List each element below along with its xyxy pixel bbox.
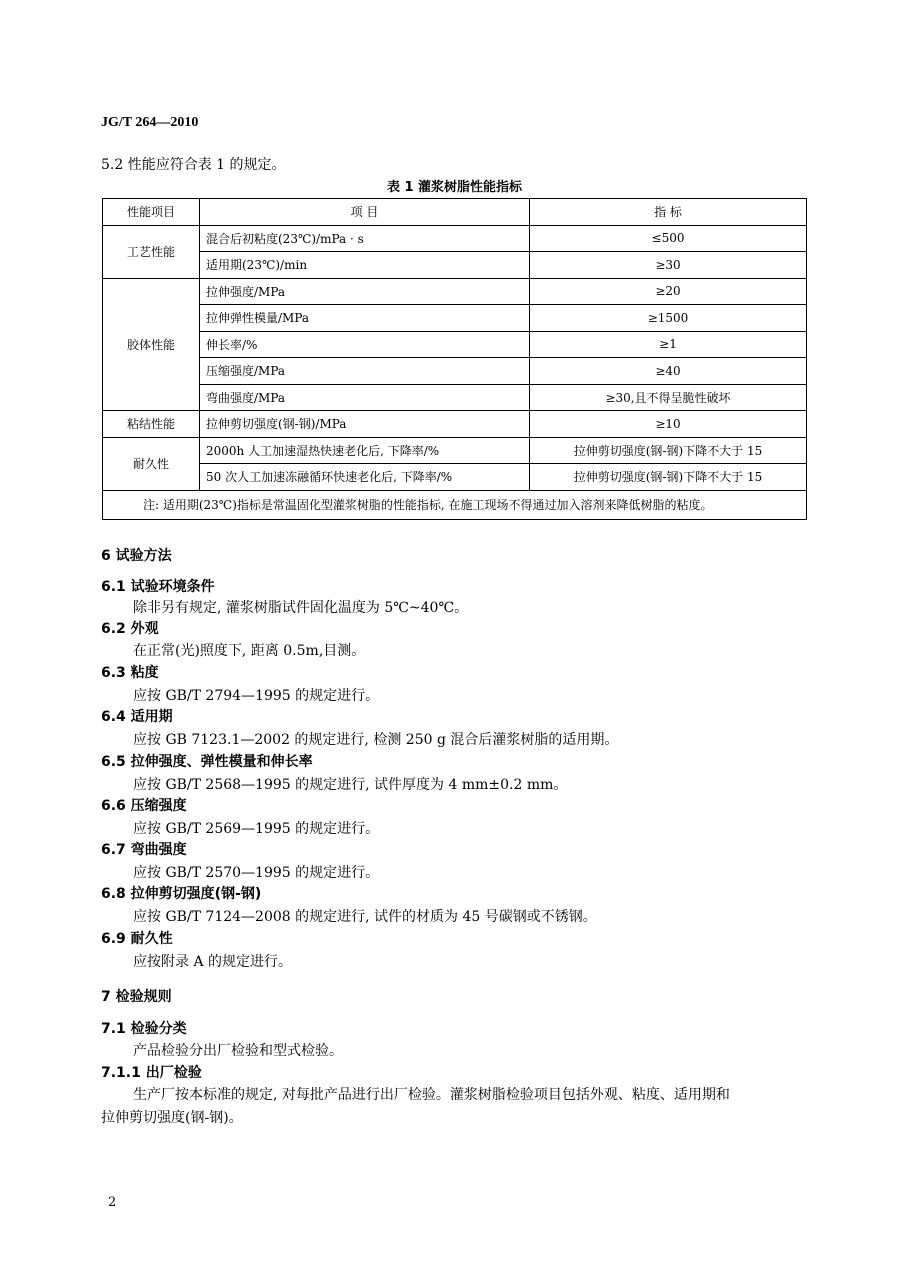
text-6-2: 在正常(光)照度下, 距离 0.5m,目测。 — [133, 643, 366, 659]
text-6-1: 除非另有规定, 灌浆树脂试件固化温度为 5℃~40℃。 — [133, 600, 469, 616]
heading-6-6: 6.6 压缩强度 — [101, 798, 187, 814]
table-caption: 表 1 灌浆树脂性能指标 — [386, 180, 523, 195]
table-note: 注: 适用期(23℃)指标是常温固化型灌浆树脂的性能指标, 在施工现场不得通过加入溶剂来降低树脂的粘度。 — [103, 490, 807, 519]
heading-6-8: 6.8 拉伸剪切强度(钢-钢) — [101, 886, 262, 902]
table-row — [103, 437, 807, 464]
table-row — [103, 305, 807, 332]
item-cell: 2000h 人工加速湿热快速老化后, 下降率/% — [200, 437, 530, 464]
heading-6-2: 6.2 外观 — [101, 621, 159, 637]
value-cell: ≥1 — [530, 331, 807, 358]
value-cell: ≥30,且不得呈脆性破坏 — [530, 384, 807, 411]
heading-6-3: 6.3 粘度 — [101, 665, 159, 681]
text-6-3: 应按 GB/T 2794—1995 的规定进行。 — [133, 688, 380, 704]
table-row — [103, 358, 807, 385]
text-7-1-1-line1: 生产厂按本标准的规定, 对每批产品进行出厂检验。灌浆树脂检验项目包括外观、粘度、适用期和 — [133, 1087, 730, 1103]
table-row — [103, 278, 807, 305]
heading-6-7: 6.7 弯曲强度 — [101, 842, 187, 858]
text-6-6: 应按 GB/T 2569—1995 的规定进行。 — [133, 821, 380, 837]
text-6-8: 应按 GB/T 7124—2008 的规定进行, 试件的材质为 45 号碳钢或不锈钢。 — [133, 909, 597, 925]
group-cell: 粘结性能 — [103, 411, 200, 438]
item-cell: 压缩强度/MPa — [200, 358, 530, 385]
document-id: JG/T 264—2010 — [101, 115, 199, 130]
item-cell: 弯曲强度/MPa — [200, 384, 530, 411]
heading-7-1-1: 7.1.1 出厂检验 — [101, 1065, 202, 1081]
performance-table — [102, 198, 807, 520]
value-cell: ≤500 — [530, 225, 807, 252]
value-cell: ≥40 — [530, 358, 807, 385]
group-cell: 工艺性能 — [103, 225, 200, 278]
table-row — [103, 225, 807, 252]
item-cell: 50 次人工加速冻融循环快速老化后, 下降率/% — [200, 464, 530, 491]
heading-6-1: 6.1 试验环境条件 — [101, 579, 215, 595]
value-cell: 拉伸剪切强度(钢-钢)下降不大于 15 — [530, 437, 807, 464]
value-cell: 拉伸剪切强度(钢-钢)下降不大于 15 — [530, 464, 807, 491]
item-cell: 混合后初粘度(23℃)/mPa · s — [200, 225, 530, 252]
table-row — [103, 384, 807, 411]
item-cell: 拉伸剪切强度(钢-钢)/MPa — [200, 411, 530, 438]
text-7-1: 产品检验分出厂检验和型式检验。 — [133, 1043, 343, 1059]
group-cell: 耐久性 — [103, 437, 200, 490]
value-cell: ≥20 — [530, 278, 807, 305]
heading-6-5: 6.5 拉伸强度、弹性模量和伸长率 — [101, 754, 313, 770]
item-cell: 适用期(23℃)/min — [200, 252, 530, 279]
table-row — [103, 252, 807, 279]
heading-7-1: 7.1 检验分类 — [101, 1021, 187, 1037]
header-cell: 项 目 — [200, 199, 530, 226]
clause-5-2: 5.2 性能应符合表 1 的规定。 — [101, 157, 286, 173]
text-6-9: 应按附录 A 的规定进行。 — [133, 954, 293, 970]
table-row — [103, 411, 807, 438]
heading-6-9: 6.9 耐久性 — [101, 931, 173, 947]
section-6-title: 6 试验方法 — [101, 548, 172, 564]
item-cell: 伸长率/% — [200, 331, 530, 358]
value-cell: ≥1500 — [530, 305, 807, 332]
value-cell: ≥30 — [530, 252, 807, 279]
header-cell: 性能项目 — [103, 199, 200, 226]
table-row — [103, 331, 807, 358]
item-cell: 拉伸强度/MPa — [200, 278, 530, 305]
text-6-7: 应按 GB/T 2570—1995 的规定进行。 — [133, 865, 380, 881]
table-note-row — [103, 490, 807, 519]
text-6-5: 应按 GB/T 2568—1995 的规定进行, 试件厚度为 4 mm±0.2 mm。 — [133, 777, 568, 793]
header-cell: 指 标 — [530, 199, 807, 226]
item-cell: 拉伸弹性模量/MPa — [200, 305, 530, 332]
table-row — [103, 464, 807, 491]
table-header-row — [103, 199, 807, 226]
section-7-title: 7 检验规则 — [101, 989, 172, 1005]
heading-6-4: 6.4 适用期 — [101, 709, 173, 725]
value-cell: ≥10 — [530, 411, 807, 438]
text-7-1-1-line2: 拉伸剪切强度(钢-钢)。 — [101, 1110, 243, 1126]
group-cell: 胶体性能 — [103, 278, 200, 411]
text-6-4: 应按 GB 7123.1—2002 的规定进行, 检测 250 g 混合后灌浆树脂的适用期。 — [133, 732, 619, 748]
page-number: 2 — [108, 1195, 117, 1210]
